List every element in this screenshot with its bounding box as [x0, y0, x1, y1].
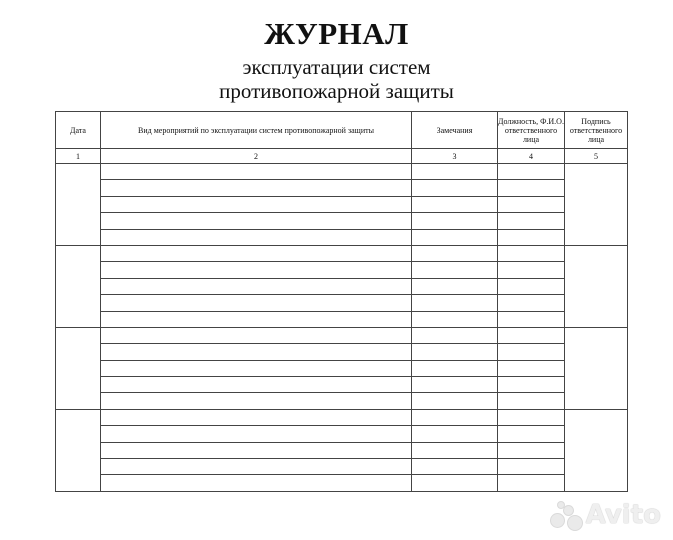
column-number: 4: [498, 149, 565, 164]
position-name-cell[interactable]: [498, 180, 565, 196]
date-cell[interactable]: [56, 245, 101, 327]
column-header-position-name: Должность, Ф.И.О. ответственного лица: [498, 112, 565, 149]
journal-body: [56, 164, 628, 492]
column-header-activity: Вид мероприятий по эксплуатации систем противопожарной защиты: [101, 112, 412, 149]
column-header-remarks: Замечания: [412, 112, 498, 149]
position-name-cell[interactable]: [498, 262, 565, 278]
date-cell[interactable]: [56, 164, 101, 246]
table-row: [56, 327, 628, 343]
table-row: [56, 278, 628, 294]
remarks-cell[interactable]: [412, 180, 498, 196]
table-row: [56, 344, 628, 360]
activity-cell[interactable]: [101, 409, 412, 425]
signature-cell[interactable]: [565, 327, 628, 409]
position-name-cell[interactable]: [498, 459, 565, 475]
column-number-row: [56, 149, 628, 164]
remarks-cell[interactable]: [412, 196, 498, 212]
position-name-cell[interactable]: [498, 245, 565, 261]
activity-cell[interactable]: [101, 164, 412, 180]
remarks-cell[interactable]: [412, 442, 498, 458]
position-name-cell[interactable]: [498, 164, 565, 180]
position-name-cell[interactable]: [498, 393, 565, 409]
activity-cell[interactable]: [101, 196, 412, 212]
table-row: [56, 311, 628, 327]
column-number: 3: [412, 149, 498, 164]
table-row: [56, 426, 628, 442]
activity-cell[interactable]: [101, 475, 412, 491]
activity-cell[interactable]: [101, 245, 412, 261]
header-row: [56, 112, 628, 149]
position-name-cell[interactable]: [498, 426, 565, 442]
activity-cell[interactable]: [101, 262, 412, 278]
date-cell[interactable]: [56, 409, 101, 491]
activity-cell[interactable]: [101, 377, 412, 393]
activity-cell[interactable]: [101, 442, 412, 458]
table-row: [56, 196, 628, 212]
remarks-cell[interactable]: [412, 393, 498, 409]
activity-cell[interactable]: [101, 393, 412, 409]
table-row: [56, 213, 628, 229]
avito-watermark: [548, 500, 661, 530]
table-row: [56, 262, 628, 278]
remarks-cell[interactable]: [412, 360, 498, 376]
remarks-cell[interactable]: [412, 344, 498, 360]
column-header-signature: Подпись ответственного лица: [565, 112, 628, 149]
remarks-cell[interactable]: [412, 377, 498, 393]
activity-cell[interactable]: [101, 311, 412, 327]
remarks-cell[interactable]: [412, 245, 498, 261]
position-name-cell[interactable]: [498, 377, 565, 393]
position-name-cell[interactable]: [498, 229, 565, 245]
activity-cell[interactable]: [101, 344, 412, 360]
table-row: [56, 245, 628, 261]
avito-logo-icon: [548, 501, 582, 529]
position-name-cell[interactable]: [498, 311, 565, 327]
table-row: [56, 180, 628, 196]
position-name-cell[interactable]: [498, 360, 565, 376]
activity-cell[interactable]: [101, 327, 412, 343]
position-name-cell[interactable]: [498, 344, 565, 360]
activity-cell[interactable]: [101, 295, 412, 311]
position-name-cell[interactable]: [498, 196, 565, 212]
table-row: [56, 360, 628, 376]
table-row: [56, 459, 628, 475]
watermark-text: Avito: [585, 500, 661, 530]
position-name-cell[interactable]: [498, 442, 565, 458]
remarks-cell[interactable]: [412, 213, 498, 229]
table-row: [56, 475, 628, 491]
position-name-cell[interactable]: [498, 278, 565, 294]
column-number: 5: [565, 149, 628, 164]
journal-table: [55, 111, 628, 492]
signature-cell[interactable]: [565, 164, 628, 246]
table-row: [56, 442, 628, 458]
table-row: [56, 393, 628, 409]
remarks-cell[interactable]: [412, 278, 498, 294]
remarks-cell[interactable]: [412, 311, 498, 327]
column-number: 2: [101, 149, 412, 164]
column-number: 1: [56, 149, 101, 164]
table-row: [56, 409, 628, 425]
position-name-cell[interactable]: [498, 327, 565, 343]
position-name-cell[interactable]: [498, 295, 565, 311]
remarks-cell[interactable]: [412, 409, 498, 425]
activity-cell[interactable]: [101, 426, 412, 442]
signature-cell[interactable]: [565, 245, 628, 327]
signature-cell[interactable]: [565, 409, 628, 491]
position-name-cell[interactable]: [498, 409, 565, 425]
remarks-cell[interactable]: [412, 262, 498, 278]
page-subtitle-line-1: эксплуатации систем: [242, 55, 431, 79]
remarks-cell[interactable]: [412, 327, 498, 343]
column-header-date: Дата: [56, 112, 101, 149]
activity-cell[interactable]: [101, 360, 412, 376]
activity-cell[interactable]: [101, 180, 412, 196]
remarks-cell[interactable]: [412, 426, 498, 442]
page-title: ЖУРНАЛ: [264, 16, 409, 51]
table-row: [56, 164, 628, 180]
table-row: [56, 295, 628, 311]
remarks-cell[interactable]: [412, 229, 498, 245]
position-name-cell[interactable]: [498, 475, 565, 491]
activity-cell[interactable]: [101, 278, 412, 294]
remarks-cell[interactable]: [412, 459, 498, 475]
remarks-cell[interactable]: [412, 475, 498, 491]
table-row: [56, 229, 628, 245]
date-cell[interactable]: [56, 327, 101, 409]
remarks-cell[interactable]: [412, 295, 498, 311]
activity-cell[interactable]: [101, 459, 412, 475]
table-row: [56, 377, 628, 393]
page-subtitle-line-2: противопожарной защиты: [219, 79, 454, 103]
position-name-cell[interactable]: [498, 213, 565, 229]
activity-cell[interactable]: [101, 229, 412, 245]
activity-cell[interactable]: [101, 213, 412, 229]
remarks-cell[interactable]: [412, 164, 498, 180]
